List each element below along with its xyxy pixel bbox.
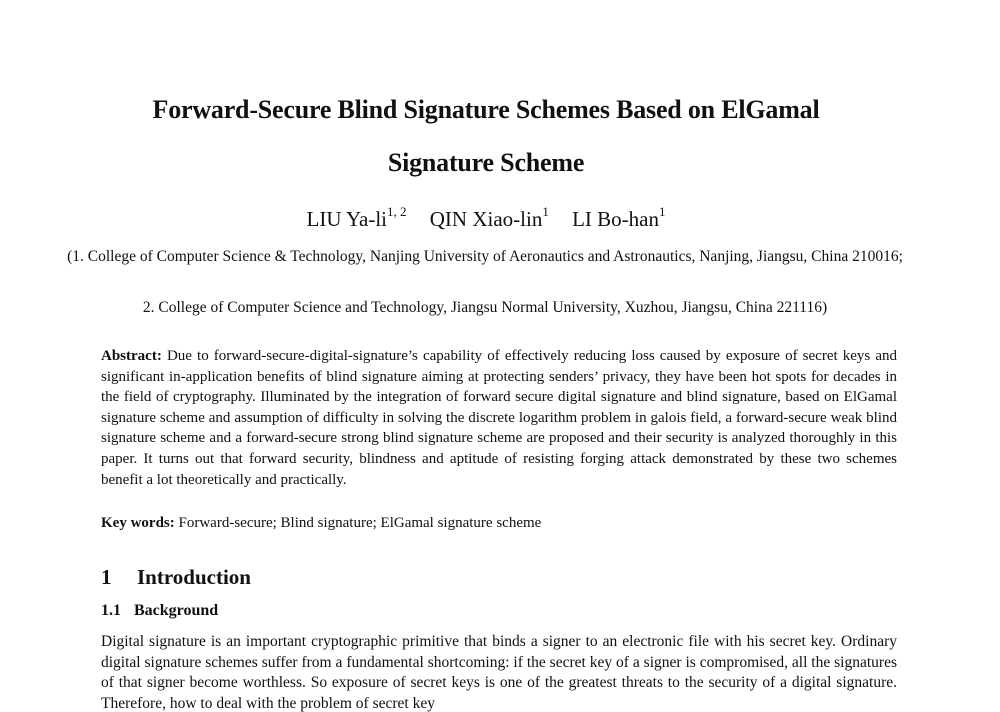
keywords-label: Key words: (101, 515, 175, 531)
author-3 (572, 204, 666, 231)
author-1 (306, 204, 407, 231)
section-number: 1 (101, 565, 112, 589)
subsection-heading-background (101, 600, 218, 622)
author-affiliation-mark: 1, 2 (387, 204, 407, 219)
affiliation-2: 2. College of Computer Science and Technology, Jiangsu Normal University, Xuzhou, Jiangsu, China 221116) (142, 299, 828, 316)
body-paragraph: Digital signature is an important cryptographic primitive that binds a signer to an electronic file with his secret key. Ordinary digital signature schemes suffer from a fundamental shortcoming: if the secret key of a signer is compromised, all the signatures of that signer become worthless. So exposure of secret keys is one of the greatest threats to the security of a digital signature. Therefore, how to deal with the problem of secret key (101, 633, 897, 712)
subsection-number: 1.1 (101, 602, 121, 619)
section-title: Introduction (137, 565, 251, 589)
abstract (101, 346, 897, 490)
author-affiliation-mark: 1 (658, 204, 666, 219)
affiliation-1: (1. College of Computer Science & Technology, Nanjing University of Aeronautics and Astronautics, Nanjing, Jiangsu, China 210016; (67, 248, 903, 265)
keywords-text: Forward-secure; Blind signature; ElGamal signature scheme (178, 515, 542, 531)
paper-title-line-1: Forward-Secure Blind Signature Schemes Based on ElGamal (152, 95, 820, 124)
author-2 (429, 204, 549, 231)
author-list (36, 200, 936, 233)
abstract-text: Due to forward-secure-digital-signature’s capability of effectively reducing loss caused by exposure of secret keys and significant in-application benefits of blind signature aiming at protecting senders’ privacy, they have been hot spots for decades in the field of cryptography. Illuminated by the integration of forward secure digital signature and blind signature, based on ElGamal signature scheme and assumption of difficulty in solving the discrete logarithm problem in galois field, a forward-secure weak blind signature scheme and a forward-secure strong blind signature scheme are proposed and their security is analyzed thoroughly in this paper. It turns out that forward security, blindness and aptitude of resisting forging attack demonstrated by these two schemes benefit a lot theoretically and practically. (101, 348, 897, 488)
abstract-label: Abstract: (101, 348, 162, 364)
paper-title-line-2: Signature Scheme (387, 148, 585, 177)
keywords (101, 513, 897, 533)
author-affiliation-mark: 1 (542, 204, 549, 219)
subsection-title: Background (134, 602, 219, 619)
author-name: LI Bo-han (572, 207, 659, 231)
author-name: QIN Xiao-lin (429, 207, 543, 231)
author-name: LIU Ya-li (306, 207, 388, 231)
section-heading-introduction (101, 563, 251, 591)
